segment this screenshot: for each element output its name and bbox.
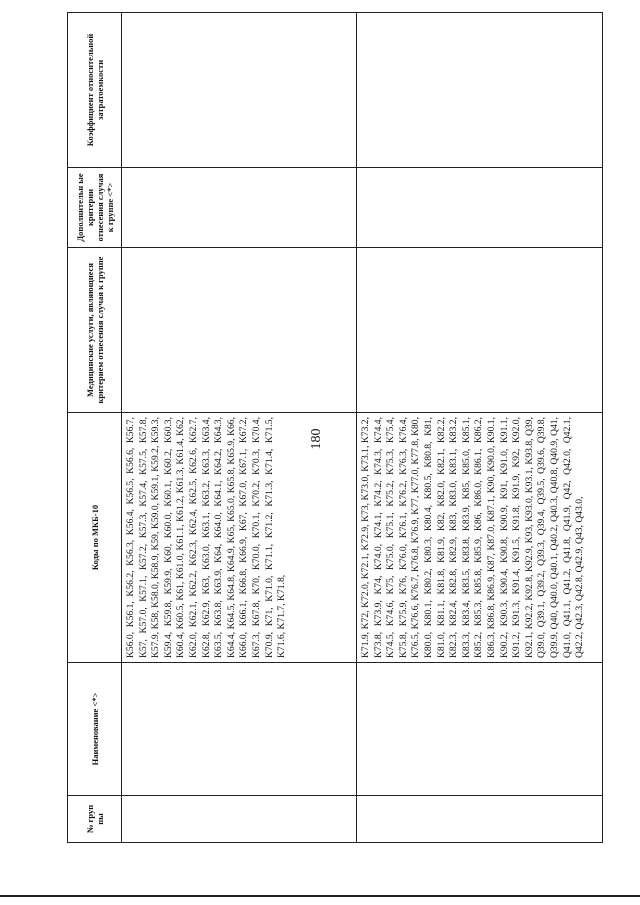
- cell-group-number: [357, 796, 603, 843]
- cell-name: [357, 663, 603, 796]
- cell-mkb-codes: [357, 413, 603, 663]
- header-medical-services: Медицинские услуги, являющиеся критерием отнесения случая к группе: [68, 248, 122, 413]
- cell-extra-criteria: [122, 168, 357, 248]
- table-row: [357, 13, 603, 843]
- table-header-row: [68, 13, 122, 843]
- header-mkb-codes: Коды по МКБ-10: [68, 413, 122, 663]
- mkb-codes-text: K71.9, K72, K72.0, K72.1, K72.9, K73, K73.0, K73.1, K73.2, K73.8, K73.9, K74, K74.0, K74.1, K74.2, K74.3, K74.4, K74.5, K74.6, K75, K75.0, K75.1, K75.2, K75.3, K75.4, K75.8, K75.9, K76, K76.0, K76.1, K76.2, K76.3, K76.4, K76.5, K76.6, K76.7, K76.8, K76.9, K77, K77.0, K77.8, K80, K80.0, K80.1, K80.2, K80.3, K80.4, K80.5, K80.8, K81, K81.0, K81.1, K81.8, K81.9, K82, K82.0, K82.1, K82.2, K82.3, K82.4, K82.8, K82.9, K83, K83.0, K83.1, K83.2, K83.3, K83.4, K83.5, K83.8, K83.9, K85, K85.0, K85.1, K85.2, K85.3, K85.8, K85.9, K86, K86.0, K86.1, K86.2, K86.3, K86.8, K86.9, K87, K87.0, K87.1, K90, K90.0, K90.1, K90.2, K90.3, K90.4, K90.8, K90.9, K91, K91.0, K91.1, K91.2, K91.3, K91.4, K91.5, K91.8, K91.9, K92, K92.0, K92.1, K92.2, K92.8, K92.9, K93, K93.0, K93.1, K93.8, Q39, Q39.0, Q39.1, Q39.2, Q39.3, Q39.4, Q39.5, Q39.6, Q39.8, Q39.9, Q40, Q40.0, Q40.1, Q40.2, Q40.3, Q40.8, Q40.9, Q41, Q41.0, Q41.1, Q41.2, Q41.8, Q41.9, Q42, Q42.0, Q42.1, Q42.2, Q42.3, Q42.8, Q42.9, Q43, Q43.0,: [360, 417, 586, 658]
- cell-mkb-codes: [122, 413, 357, 663]
- cell-medical-services: [122, 248, 357, 413]
- page-number-text: 180: [309, 428, 324, 450]
- cell-extra-criteria: [357, 168, 603, 248]
- page-bottom-rule: [0, 895, 640, 897]
- mkb-codes-text: K56.0, K56.1, K56.2, K56.3, K56.4, K56.5, K56.6, K56.7, K57, K57.0, K57.1, K57.2, K57.3, K57.4, K57.5, K57.8, K57.9, K58, K58.0, K58.9, K59, K59.0, K59.1, K59.2, K59.3, K59.4, K59.8, K59.9, K60, K60.0, K60.1, K60.2, K60.3, K60.4, K60.5, K61, K61.0, K61.1, K61.2, K61.3, K61.4, K62, K62.0, K62.1, K62.2, K62.3, K62.4, K62.5, K62.6, K62.7, K62.8, K62.9, K63, K63.0, K63.1, K63.2, K63.3, K63.4, K63.5, K63.8, K63.9, K64, K64.0, K64.1, K64.2, K64.3, K64.4, K64.5, K64.8, K64.9, K65, K65.0, K65.8, K65.9, K66, K66.0, K66.1, K66.8, K66.9, K67, K67.0, K67.1, K67.2, K67.3, K67.8, K70, K70.0, K70.1, K70.2, K70.3, K70.4, K70.9, K71, K71.0, K71.1, K71.2, K71.3, K71.4, K71.5, K71.6, K71.7, K71.8,: [125, 417, 288, 658]
- cell-group-number: [122, 796, 357, 843]
- header-name: Наименование <*>: [68, 663, 122, 796]
- table-row: [122, 13, 357, 843]
- mkb-table-container: [67, 13, 602, 843]
- header-extra-criteria: Дополнительн ые критерии отнесения случая к группе <*>: [68, 168, 122, 248]
- cell-medical-services: [357, 248, 603, 413]
- cell-name: [122, 663, 357, 796]
- cell-cost-coefficient: [122, 13, 357, 168]
- mkb-group-table: [67, 12, 603, 843]
- header-cost-coefficient: Коэффициент относительной затратоемкости: [68, 13, 122, 168]
- cell-cost-coefficient: [357, 13, 603, 168]
- header-group-number: № груп пы: [68, 796, 122, 843]
